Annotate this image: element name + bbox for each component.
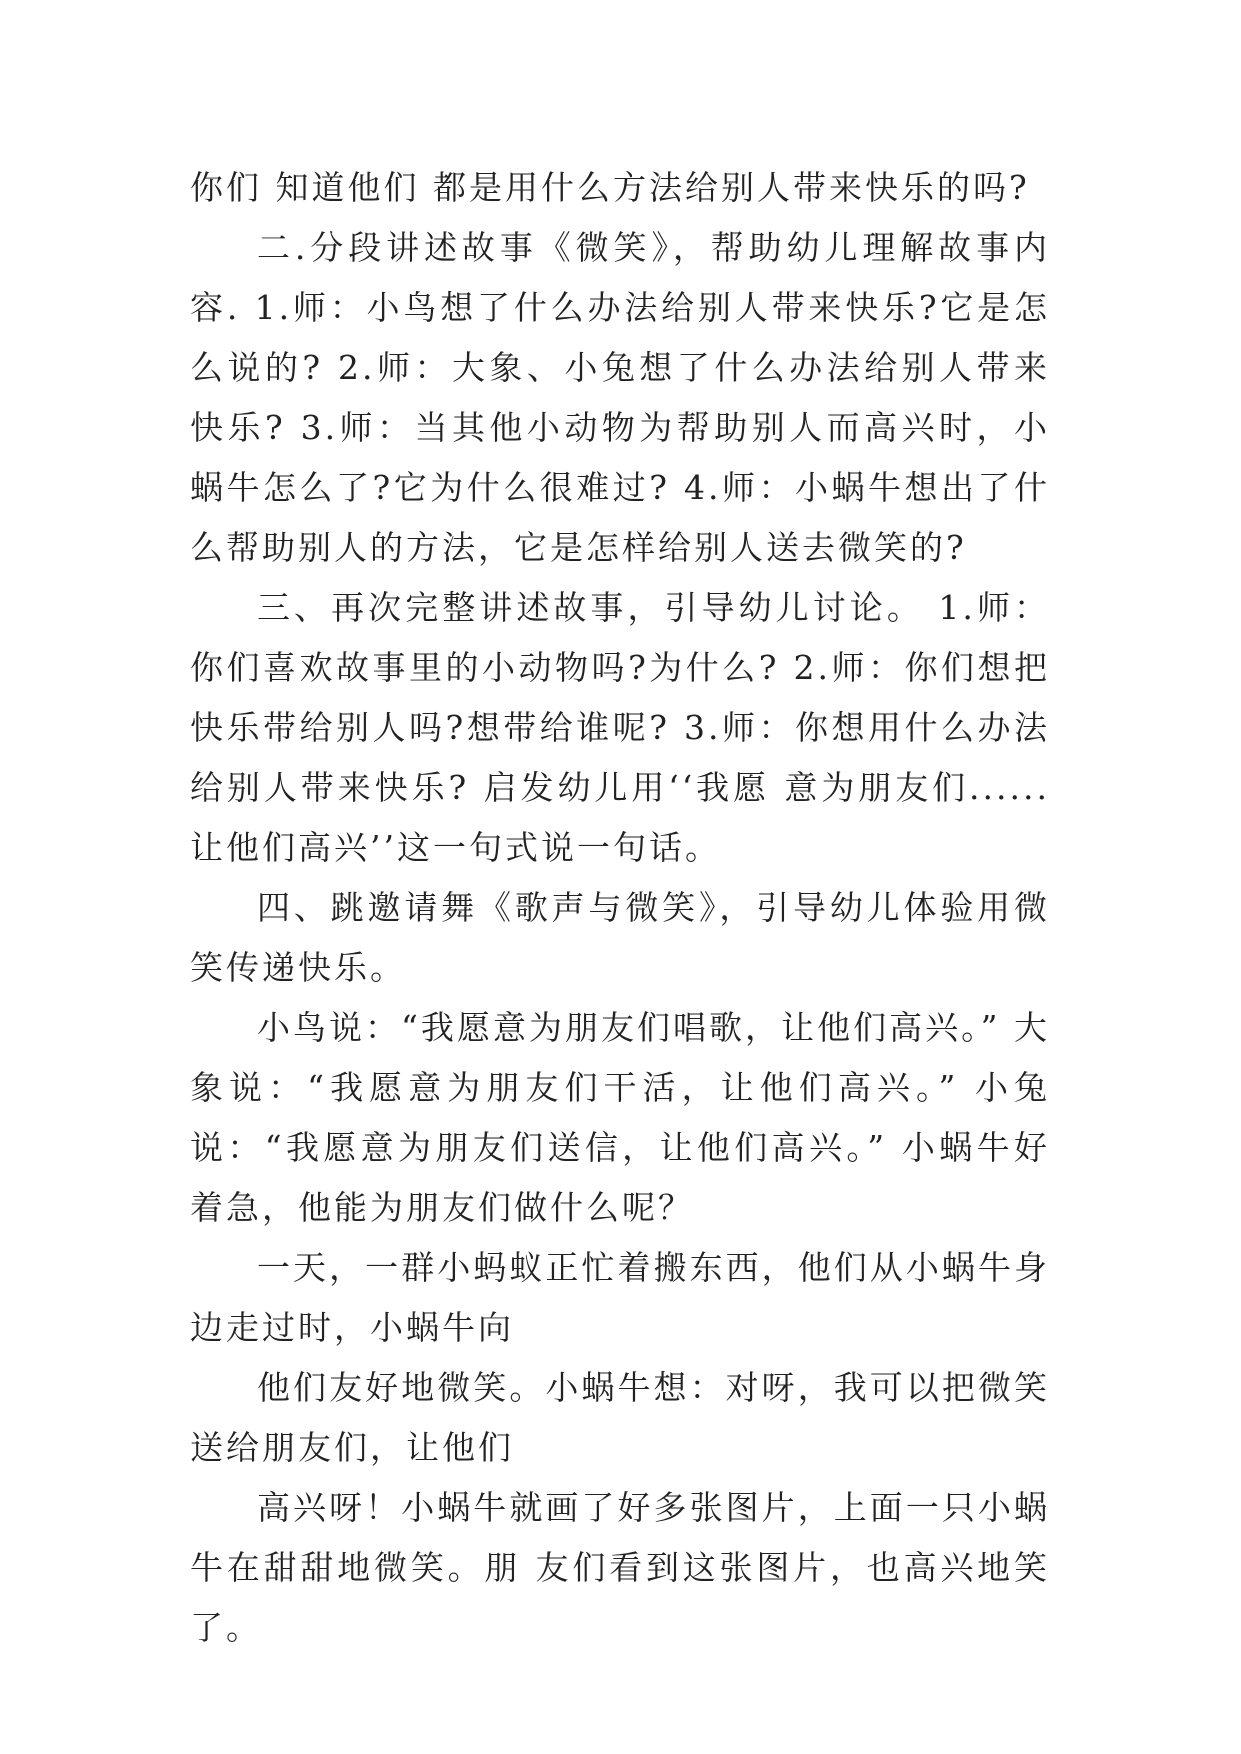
- document-body: [190, 158, 1050, 1658]
- paragraph-story-animals: 小鸟说：“我愿意为朋友们唱歌，让他们高兴。” 大象说：“我愿意为朋友们干活，让他们高兴。” 小兔说：“我愿意为朋友们送信，让他们高兴。” 小蜗牛好着急，他能为朋友们做什么呢？: [190, 1008, 1050, 1227]
- paragraph-section-four: 四、跳邀请舞《歌声与微笑》，引导幼儿体验用微笑传递快乐。: [190, 888, 1050, 987]
- paragraph-story-ants: 一天，一群小蚂蚁正忙着搬东西，他们从小蜗牛身边走过时，小蜗牛向: [190, 1248, 1050, 1347]
- paragraph-story-pictures: 高兴呀！小蜗牛就画了好多张图片，上面一只小蜗牛在甜甜地微笑。朋 友们看到这张图片，也高兴地笑了。: [190, 1488, 1050, 1647]
- paragraph-section-three: 三、再次完整讲述故事，引导幼儿讨论。 1.师：你们喜欢故事里的小动物吗?为什么? 2.师：你们想把快乐带给别人吗?想带给谁呢? 3.师：你想用什么办法给别人带来快乐? 启发幼儿用‘‘我愿 意为朋友们......让他们高兴’’这一句式说一句话。: [190, 588, 1050, 867]
- paragraph-intro-question: 你们 知道他们 都是用什么方法给别人带来快乐的吗?: [190, 168, 1030, 207]
- paragraph-story-smile: 他们友好地微笑。小蜗牛想：对呀，我可以把微笑送给朋友们，让他们: [190, 1368, 1050, 1467]
- paragraph-section-two: 二.分段讲述故事《微笑》，帮助幼儿理解故事内容. 1.师：小鸟想了什么办法给别人带来快乐?它是怎么说的? 2.师：大象、小兔想了什么办法给别人带来快乐? 3.师：当其他小动物为帮助别人而高兴时，小蜗牛怎么了?它为什么很难过? 4.师：小蜗牛想出了什么帮助别人的方法，它是怎样给别人送去微笑的?: [190, 228, 1050, 567]
